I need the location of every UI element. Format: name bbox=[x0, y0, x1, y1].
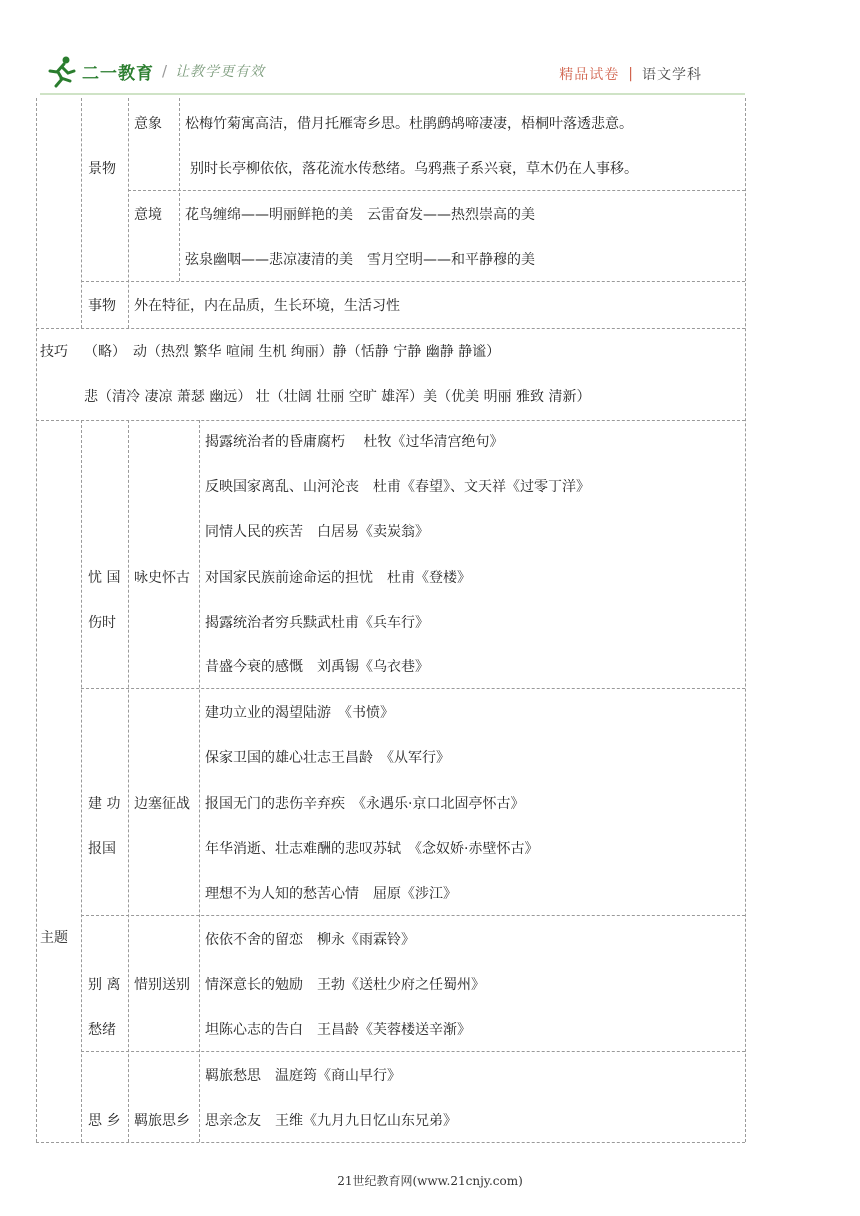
page-header bbox=[0, 0, 860, 98]
theme-subcategory: 咏史怀古 bbox=[134, 570, 190, 586]
scenery-label: 景物 bbox=[88, 161, 116, 177]
theme-category: 伤时 bbox=[88, 615, 116, 631]
theme-item: 同情人民的疾苦 白居易《卖炭翁》 bbox=[205, 524, 429, 540]
table-line bbox=[81, 98, 82, 328]
theme-category: 别 离 bbox=[88, 977, 121, 993]
theme-item: 反映国家离乱、山河沦丧 杜甫《春望》、文天祥《过零丁洋》 bbox=[205, 479, 590, 495]
theme-item: 年华消逝、壮志难酬的悲叹苏轼 《念奴娇·赤壁怀古》 bbox=[205, 841, 539, 857]
imagery-line: 别时长亭柳依依，落花流水传愁绪。乌鸦燕子系兴衰，草木仍在人事移。 bbox=[190, 161, 638, 177]
theme-category: 愁绪 bbox=[88, 1022, 116, 1038]
theme-item: 坦陈心志的告白 王昌龄《芙蓉楼送辛渐》 bbox=[205, 1022, 471, 1038]
theme-item: 揭露统治者的昏庸腐朽 杜牧《过华清宫绝句》 bbox=[205, 434, 504, 450]
theme-subcategory: 惜别送别 bbox=[134, 977, 190, 993]
theme-item: 羁旅愁思 温庭筠《商山早行》 bbox=[205, 1068, 401, 1084]
theme-item: 揭露统治者穷兵黩武杜甫《兵车行》 bbox=[205, 615, 429, 631]
logo bbox=[44, 54, 265, 88]
technique-line: 悲（清冷 凄凉 萧瑟 幽远） 壮（壮阔 壮丽 空旷 雄浑）美（优美 明丽 雅致 清新） bbox=[84, 389, 591, 405]
theme-category: 忧 国 bbox=[88, 570, 121, 586]
table-line bbox=[81, 915, 745, 916]
theme-label: 主题 bbox=[40, 930, 68, 946]
theme-item: 建功立业的渴望陆游 《书愤》 bbox=[205, 705, 394, 721]
theme-subcategory: 羁旅思乡 bbox=[134, 1113, 190, 1129]
theme-item: 情深意长的勉励 王勃《送杜少府之任蜀州》 bbox=[205, 977, 485, 993]
technique-line: （略） 动（热烈 繁华 喧闹 生机 绚丽）静（恬静 宁静 幽静 静谧） bbox=[84, 344, 501, 360]
theme-item: 理想不为人知的愁苦心情 屈原《涉江》 bbox=[205, 886, 457, 902]
mood-line: 弦泉幽咽——悲凉凄清的美 雪月空明——和平静穆的美 bbox=[185, 252, 535, 268]
things-label: 事物 bbox=[88, 298, 116, 314]
theme-category: 建 功 bbox=[88, 796, 121, 812]
table-line bbox=[81, 688, 745, 689]
theme-item: 对国家民族前途命运的担忧 杜甫《登楼》 bbox=[205, 570, 471, 586]
slogan: 让教学更有效 bbox=[175, 64, 266, 80]
premium-label: 精品试卷 bbox=[559, 67, 620, 83]
table-line bbox=[81, 1051, 745, 1052]
mood-line: 花鸟缠绵——明丽鲜艳的美 云雷奋发——热烈崇高的美 bbox=[185, 207, 535, 223]
header-divider bbox=[40, 93, 745, 95]
theme-item: 依依不舍的留恋 柳永《雨霖铃》 bbox=[205, 932, 415, 948]
theme-item: 报国无门的悲伤辛弃疾 《永遇乐·京口北固亭怀古》 bbox=[205, 796, 525, 812]
table-line bbox=[128, 190, 745, 191]
table-line bbox=[36, 98, 37, 1142]
imagery-label: 意象 bbox=[134, 116, 162, 132]
header-right bbox=[559, 64, 702, 84]
technique-label: 技巧 bbox=[40, 344, 68, 360]
theme-category: 报国 bbox=[88, 841, 116, 857]
table-line bbox=[36, 420, 745, 421]
table-line bbox=[128, 420, 129, 1142]
table-line bbox=[745, 98, 746, 1142]
table-line bbox=[199, 420, 200, 1142]
theme-item: 思亲念友 王维《九月九日忆山东兄弟》 bbox=[205, 1113, 457, 1129]
page-footer: 21世纪教育网(www.21cnjy.com) bbox=[337, 1174, 523, 1188]
mood-label: 意境 bbox=[134, 207, 162, 223]
table-line bbox=[81, 420, 82, 1142]
subject-label: 语文学科 bbox=[642, 67, 702, 83]
table-line bbox=[36, 328, 745, 329]
table-line bbox=[128, 98, 129, 328]
theme-category: 思 乡 bbox=[88, 1113, 121, 1129]
things-text: 外在特征，内在品质，生长环境，生活习性 bbox=[134, 298, 400, 314]
logo-text: 二一教育 bbox=[82, 63, 154, 84]
running-man-icon bbox=[44, 54, 78, 88]
table-line bbox=[81, 281, 745, 282]
theme-item: 昔盛今衰的感慨 刘禹锡《乌衣巷》 bbox=[205, 659, 429, 675]
header-separator: | bbox=[628, 66, 633, 82]
theme-subcategory: 边塞征战 bbox=[134, 796, 190, 812]
table-line bbox=[36, 1142, 745, 1143]
logo-slash: / bbox=[162, 62, 168, 80]
theme-item: 保家卫国的雄心壮志王昌龄 《从军行》 bbox=[205, 750, 450, 766]
imagery-line: 松梅竹菊寓高洁，借月托雁寄乡思。杜鹃鹧鸪啼凄凄，梧桐叶落透悲意。 bbox=[185, 116, 633, 132]
